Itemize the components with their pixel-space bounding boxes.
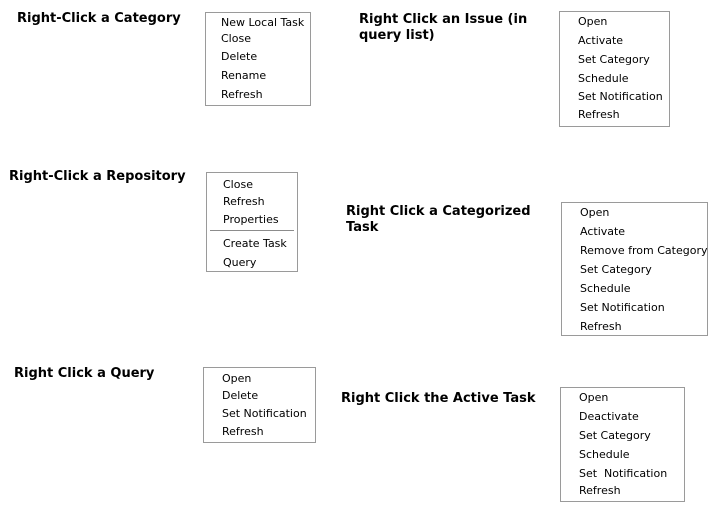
- menu-item-set-notification[interactable]: Set Notification: [580, 301, 665, 314]
- menu-item-rename[interactable]: Rename: [221, 69, 267, 82]
- heading-right-click-repository: Right-Click a Repository: [9, 169, 186, 184]
- heading-right-click-active-task: Right Click the Active Task: [341, 391, 536, 406]
- menu-item-new-local-task[interactable]: New Local Task: [221, 16, 305, 29]
- heading-right-click-query: Right Click a Query: [14, 366, 155, 381]
- menu-item-delete[interactable]: Delete: [222, 389, 259, 402]
- menu-item-refresh[interactable]: Refresh: [579, 484, 621, 497]
- heading-line: Task: [346, 220, 379, 235]
- menu-item-activate[interactable]: Activate: [578, 34, 624, 47]
- heading-right-click-categorized-task: [346, 204, 531, 236]
- menu-item-set-category[interactable]: Set Category: [580, 263, 652, 276]
- menu-item-open[interactable]: Open: [222, 372, 252, 385]
- menu-item-refresh[interactable]: Refresh: [221, 88, 263, 101]
- menu-item-properties[interactable]: Properties: [223, 213, 279, 226]
- menu-item-activate[interactable]: Activate: [580, 225, 626, 238]
- menu-item-create-task[interactable]: Create Task: [223, 237, 287, 250]
- issue-context-menu: [559, 11, 670, 127]
- menu-item-open[interactable]: Open: [579, 391, 609, 404]
- menu-item-refresh[interactable]: Refresh: [223, 195, 265, 208]
- menu-item-delete[interactable]: Delete: [221, 50, 258, 63]
- heading-line: Right Click an Issue (in: [359, 12, 528, 27]
- active-task-context-menu: [560, 387, 685, 502]
- menu-item-schedule[interactable]: Schedule: [580, 282, 631, 295]
- menu-item-remove-from-category[interactable]: Remove from Category: [580, 244, 708, 257]
- category-context-menu: [205, 12, 311, 106]
- menu-item-schedule[interactable]: Schedule: [579, 448, 630, 461]
- menu-item-close[interactable]: Close: [223, 178, 253, 191]
- menu-item-open[interactable]: Open: [578, 15, 608, 28]
- menu-item-refresh[interactable]: Refresh: [222, 425, 264, 438]
- menu-item-set-category[interactable]: Set Category: [578, 53, 650, 66]
- menu-item-schedule[interactable]: Schedule: [578, 72, 629, 85]
- menu-item-set-notification[interactable]: Set Notification: [579, 467, 668, 480]
- repository-context-menu: [206, 172, 298, 272]
- categorized-task-context-menu: [561, 202, 708, 336]
- heading-line: query list): [359, 28, 435, 43]
- menu-item-open[interactable]: Open: [580, 206, 610, 219]
- menu-item-set-category[interactable]: Set Category: [579, 429, 651, 442]
- menu-item-refresh[interactable]: Refresh: [578, 108, 620, 121]
- menu-item-set-notification[interactable]: Set Notification: [578, 90, 663, 103]
- menu-item-refresh[interactable]: Refresh: [580, 320, 622, 333]
- query-context-menu: [203, 367, 316, 443]
- menu-item-query[interactable]: Query: [223, 256, 257, 269]
- menu-item-close[interactable]: Close: [221, 32, 251, 45]
- menu-item-set-notification[interactable]: Set Notification: [222, 407, 307, 420]
- menu-item-deactivate[interactable]: Deactivate: [579, 410, 639, 423]
- heading-right-click-issue: [359, 12, 527, 44]
- heading-right-click-category: Right-Click a Category: [17, 11, 181, 26]
- heading-line: Right Click a Categorized: [346, 204, 531, 219]
- menu-separator: [210, 230, 294, 231]
